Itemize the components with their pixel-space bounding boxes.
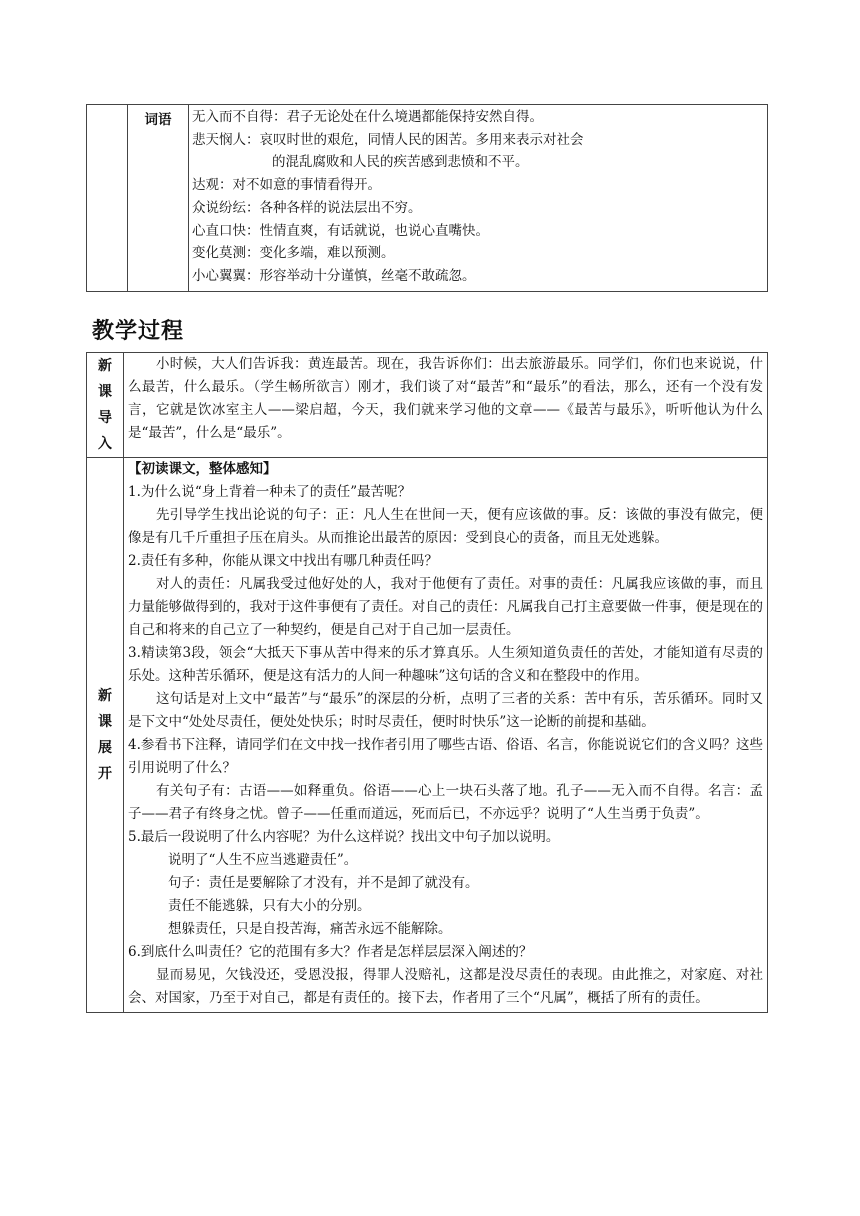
label-char: 入 [98,436,112,452]
answer-5-line: 责任不能逃躲，只有大小的分别。 [168,898,371,914]
answer-6: 显而易见，欠钱没还，受恩没报，得罪人没赔礼，这都是没尽责任的表现。由此推之，对家庭、对社会、对国家，乃至于对自己，都是有责任的。接下去，作者用了三个“凡属”，概括了所有的责任。 [128,967,763,1006]
section-title: 教学过程 [92,319,185,344]
develop-label [87,458,124,1013]
develop-row [87,458,768,1013]
vocabulary-line: 无入而不自得：君子无论处在什么境遇都能保持安然自得。 [192,109,543,125]
question-5: 5.最后一段说明了什么内容呢？为什么这样说？找出文中句子加以说明。 [128,829,560,845]
question-4: 4.参看书下注释，请同学们在文中找一找作者引用了哪些古语、俗语、名言，你能说说它们的含义吗？这些引用说明了什么？ [128,737,763,776]
vocabulary-category-label: 词语 [128,105,189,292]
label-char: 新 [98,358,112,374]
answer-3: 这句话是对上文中“最苦”与“最乐”的深层的分析，点明了三者的关系：苦中有乐，苦乐循环。同时又是下文中“处处尽责任，便处处快乐；时时尽责任，便时时快乐”这一论断的前提和基础。 [128,691,763,730]
vocabulary-line: 达观：对不如意的事情看得开。 [192,177,381,194]
vocabulary-line: 变化莫测：变化多端，难以预测。 [192,245,395,262]
vocabulary-table-empty-cell [87,105,128,292]
label-char: 新 [98,688,112,704]
vocabulary-line: 众说纷纭：各种各样的说法层出不穷。 [192,199,422,216]
answer-1: 先引导学生找出论说的句子：正：凡人生在世间一天，便有应该做的事。反：该做的事没有做完，便像是有几千斤重担子压在肩头。从而推论出最苦的原因：受到良心的责备，而且无处逃躲。 [128,507,763,546]
develop-content [124,458,768,1013]
vocabulary-line: 小心翼翼：形容举动十分谨慎，丝毫不敢疏忽。 [192,267,476,284]
intro-row [87,353,768,458]
label-char: 开 [98,766,112,782]
vocabulary-line: 悲天悯人：哀叹时世的艰危，同情人民的困苦。多用来表示对社会 [192,131,584,148]
label-char: 导 [98,410,112,426]
answer-2: 对人的责任：凡属我受过他好处的人，我对于他便有了责任。对事的责任：凡属我应该做的事，而且力量能够做得到的，我对于这件事便有了责任。对自己的责任：凡属我自己打主意要做一件事，便是现在的自己和将来的自己立了一种契约，便是自己对于自己加一层责任。 [128,576,763,638]
label-char: 展 [98,740,112,756]
answer-4: 有关句子有：古语——如释重负。俗语——心上一块石头落了地。孔子——无入而不自得。名言：孟子——君子有终身之忧。曾子——任重而道远，死而后已，不亦远乎？说明了“人生当勇于负责”。 [128,783,763,822]
answer-5-line: 说明了“人生不应当逃避责任”。 [168,852,358,868]
answer-5-line: 想躲责任，只是自投苦海，痛苦永远不能解除。 [168,921,452,937]
vocabulary-line: 心直口快：性情直爽，有话就说，也说心直嘴快。 [192,222,489,239]
teaching-process-table [86,352,768,1013]
label-char: 课 [98,714,112,730]
question-1: 1.为什么说“身上背着一种未了的责任”最苦呢？ [128,484,412,500]
label-char: 课 [98,384,112,400]
intro-paragraph: 小时候，大人们告诉我：黄连最苦。现在，我告诉你们：出去旅游最乐。同学们，你们也来说说，什么最苦，什么最乐。（学生畅所欲言）刚才，我们谈了对“最苦”和“最乐”的看法，那么，还有一个没有发言，它就是饮冰室主人——梁启超，今天，我们就来学习他的文章——《最苦与最乐》，听听他认为什么是“最苦”，什么是“最乐”。 [128,356,763,441]
intro-content [124,353,768,458]
develop-heading: 【初读课文，整体感知】 [128,461,277,477]
vocabulary-line: 的混乱腐败和人民的疾苦感到悲愤和不平。 [272,154,529,171]
answer-5-line: 句子：责任是要解除了才没有，并不是卸了就没有。 [168,875,479,891]
intro-label [87,353,124,458]
question-2: 2.责任有多种，你能从课文中找出有哪几种责任吗？ [128,553,438,569]
vocabulary-content [189,105,768,292]
question-6: 6.到底什么叫责任？它的范围有多大？作者是怎样层层深入阐述的？ [128,944,533,960]
question-3: 3.精读第3段，领会“大抵天下事从苦中得来的乐才算真乐。人生须知道负责任的苦处，才能知道有尽责的乐处。这种苦乐循环，便是这有活力的人间一种趣味”这句话的含义和在整段中的作用。 [128,645,763,684]
vocabulary-table [86,104,768,292]
